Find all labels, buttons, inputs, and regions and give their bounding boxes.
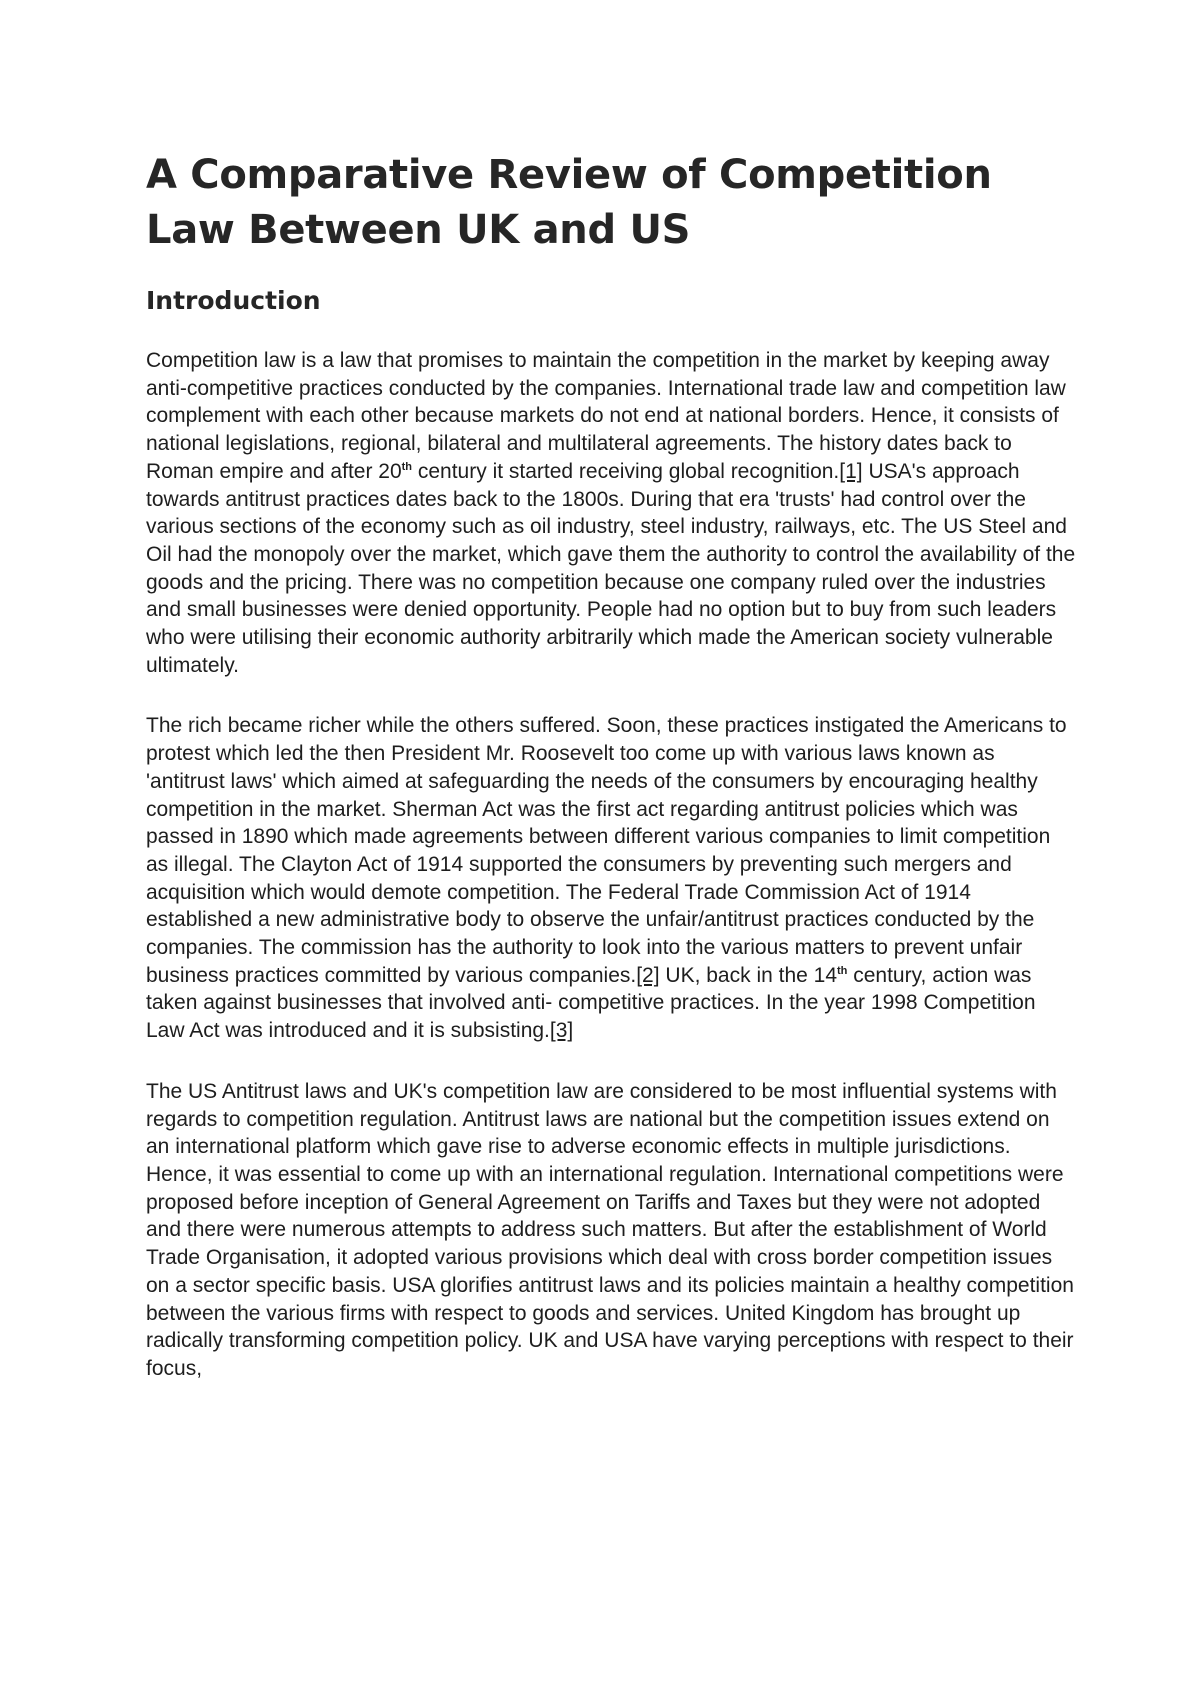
- document-title: A Comparative Review of Competition Law Between UK and US: [146, 152, 992, 253]
- paragraph-1-text-c: USA's approach towards antitrust practices dates back to the 1800s. During that era 'trusts' had control over the various sections of the economy such as oil industry, steel industry, railways, etc. The US Steel and Oil had the monopoly over the market, which gave them the authority to control the availability of the goods and the pricing. There was no competition because one company ruled over the industries and small businesses were denied opportunity. People had no option but to buy from such leaders who were utilising their economic authority arbitrarily which made the American society vulnerable ultimately.: [146, 459, 1076, 677]
- section-heading-introduction: Introduction: [146, 286, 321, 315]
- paragraph-3: The US Antitrust laws and UK's competition law are considered to be most influential systems with regards to competition regulation. Antitrust laws are national but the competition issues extend on an international platform which gave rise to adverse economic effects in multiple jurisdictions. Hence, it was essential to come up with an international regulation. International competitions were proposed before inception of General Agreement on Tariffs and Taxes but they were not adopted and there were numerous attempts to address such matters. But after the establishment of World Trade Organisation, it adopted various provisions which deal with cross border competition issues on a sector specific basis. USA glorifies antitrust laws and its policies maintain a healthy competition between the various firms with respect to goods and services. United Kingdom has brought up radically transforming competition policy. UK and USA have varying perceptions with respect to their focus,: [146, 1079, 1074, 1380]
- footnote-link-1[interactable]: [1]: [839, 459, 863, 483]
- superscript-th: th: [401, 460, 413, 473]
- document-page: [146, 148, 1076, 1383]
- paragraph-2-text-b: UK, back in the 14: [659, 963, 838, 987]
- paragraph-2-text-a: The rich became richer while the others suffered. Soon, these practices instigated the Americans to protest which led the then President Mr. Roosevelt too come up with various laws known as 'antitrust laws' which aimed at safeguarding the needs of the consumers by encouraging healthy competition in the market. Sherman Act was the first act regarding antitrust policies which was passed in 1890 which made agreements between different various companies to limit competition as illegal. The Clayton Act of 1914 supported the consumers by preventing such mergers and acquisition which would demote competition. The Federal Trade Commission Act of 1914 established a new administrative body to observe the unfair/antitrust practices conducted by the companies. The commission has the authority to look into the various matters to prevent unfair business practices committed by various companies.: [146, 714, 1067, 987]
- superscript-th: th: [837, 964, 848, 977]
- paragraph-2-text-c: century, action was taken against businesses that involved anti- competitive practices. In the year 1998 Competition Law Act was introduced and it is subsisting.: [146, 963, 1036, 1043]
- paragraph-1-text-b: century it started receiving global recognition.: [412, 459, 840, 483]
- footnote-link-2[interactable]: [2]: [636, 963, 660, 987]
- paragraph-1-text-a: Competition law is a law that promises to maintain the competition in the market by keeping away anti-competitive practices conducted by the companies. International trade law and competition law complement with each other because markets do not end at national borders. Hence, it consists of national legislations, regional, bilateral and multilateral agreements. The history dates back to Roman empire and after 20: [146, 349, 1066, 483]
- paragraph-1: [146, 347, 1076, 679]
- footnote-link-3[interactable]: [3]: [549, 1019, 574, 1043]
- paragraph-2: [146, 712, 1076, 1044]
